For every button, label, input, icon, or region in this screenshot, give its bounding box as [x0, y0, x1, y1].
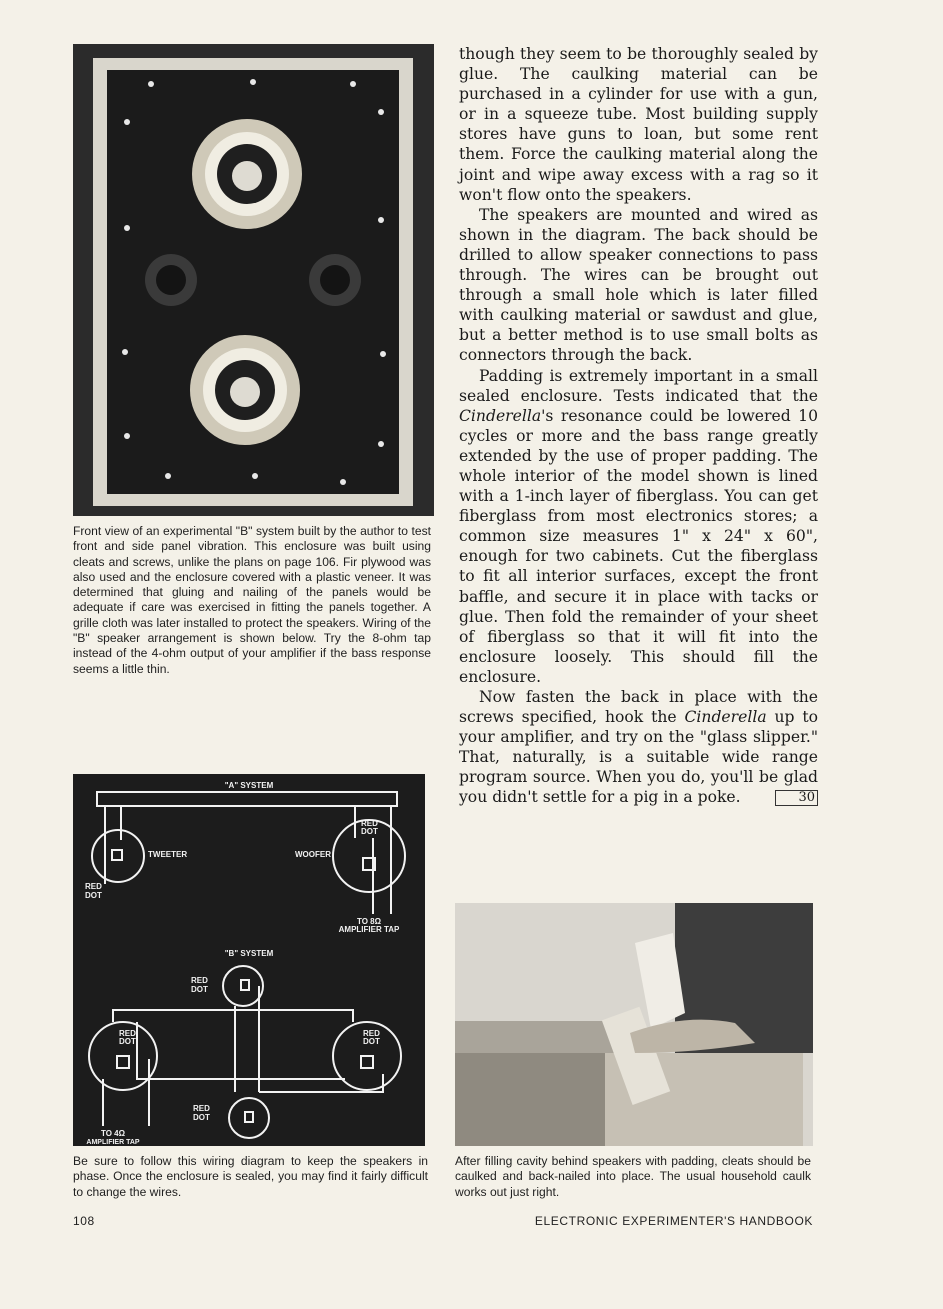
amp-tap-4-label: AMPLIFIER TAP	[86, 1139, 140, 1146]
front-view-caption-text: Front view of an experimental "B" system built by the author to test front and side panel vibration. This enclosure was built using cleats and screws, unlike the plans on page 106. Fir plywood was also used and the enclosure covered with a plastic veneer. It was determined that gluing and nailing of the panels would be adequate if care was exercised in fitting the panels together. A grille cloth was later installed to protect the speakers. Wiring of the "B" speaker arrangement is shown below. Try the 8-ohm tap instead of the 4-ohm output of your amplifier if the bass response seems a little thin.	[73, 524, 431, 676]
article-body	[459, 44, 818, 808]
caulking-photo	[455, 903, 813, 1146]
b-system-label: "B" SYSTEM	[224, 949, 274, 958]
caulking-caption	[455, 1154, 811, 1200]
b-top-red-label: RED	[191, 976, 208, 985]
paragraph-3: Padding is extremely important in a small sealed enclosure. Tests indicated that the Cinderella's resonance could be lowered 10 cycles or more and the bass range greatly extended by the use of proper padding. The whole interior of the model shown is lined with a 1-inch layer of fiberglass. You can get fiberglass from most electronics stores; a common size measures 1" x 24" x 60", enough for two cabinets. Cut the fiberglass to fit all interior surfaces, except the front baffle, and secure it in place with tacks or glue. Then fold the remainder of your sheet of fiberglass so that it will fit into the enclosure loosely. This should fill the enclosure.	[459, 366, 818, 686]
paragraph-1: though they seem to be thoroughly sealed by glue. The caulking material can be purchased in a cylinder for use with a gun, or in a squeeze tube. Most building supply stores have guns to loan, but some rent them. Force the caulking material along the joint and wipe away excess with a rag so it won't flow onto the speakers.	[459, 45, 818, 204]
a-system-label: "A" SYSTEM	[224, 781, 274, 790]
amp-tap-8-label: AMPLIFIER TAP	[338, 925, 400, 934]
front-view-caption	[73, 524, 431, 677]
red-dot-label-a-red: RED	[85, 882, 102, 891]
caulking-caption-text: After filling cavity behind speakers with padding, cleats should be caulked and back-nailed into place. The usual household caulk works out just right.	[455, 1154, 811, 1199]
woofer-dot-label: DOT	[361, 827, 378, 836]
red-dot-label-a-dot: DOT	[85, 891, 102, 900]
b-bottom-red-label: RED	[193, 1104, 210, 1113]
tweeter-label: TWEETER	[148, 850, 188, 859]
front-view-photo	[73, 44, 434, 516]
b-right-dot-label: DOT	[363, 1037, 380, 1046]
end-mark: 30	[775, 790, 818, 806]
publication-title: ELECTRONIC EXPERIMENTER'S HANDBOOK	[534, 1214, 813, 1228]
b-top-dot-label: DOT	[191, 985, 208, 994]
paragraph-2: The speakers are mounted and wired as shown in the diagram. The back should be drilled to allow speaker connections to pass through. The wires can be brought out through a small hole which is later filled with caulking material or sawdust and glue, but a better method is to use small bolts as connectors through the back.	[459, 205, 818, 365]
woofer-red-label: RED	[361, 819, 378, 828]
b-left-dot-label: DOT	[119, 1037, 136, 1046]
b-bottom-dot-label: DOT	[193, 1113, 210, 1122]
b-right-red-label: RED	[363, 1029, 380, 1038]
to-8-ohm-label: TO 8Ω	[356, 917, 382, 926]
wiring-caption-text: Be sure to follow this wiring diagram to keep the speakers in phase. Once the enclosure is sealed, you may find it fairly difficult to change the wires.	[73, 1154, 428, 1199]
wiring-diagram	[73, 774, 425, 1146]
paragraph-4: Now fasten the back in place with the screws specified, hook the Cinderella up to your amplifier, and try on the "glass slipper." That, naturally, is a suitable wide range program source. When you do, you'll be glad you didn't settle for a pig in a poke. 30	[459, 688, 819, 807]
page-number: 108	[73, 1214, 95, 1228]
to-4-ohm-label: TO 4Ω	[100, 1129, 126, 1138]
b-left-red-label: RED	[119, 1029, 136, 1038]
woofer-label: WOOFER	[295, 850, 331, 859]
wiring-caption	[73, 1154, 428, 1200]
